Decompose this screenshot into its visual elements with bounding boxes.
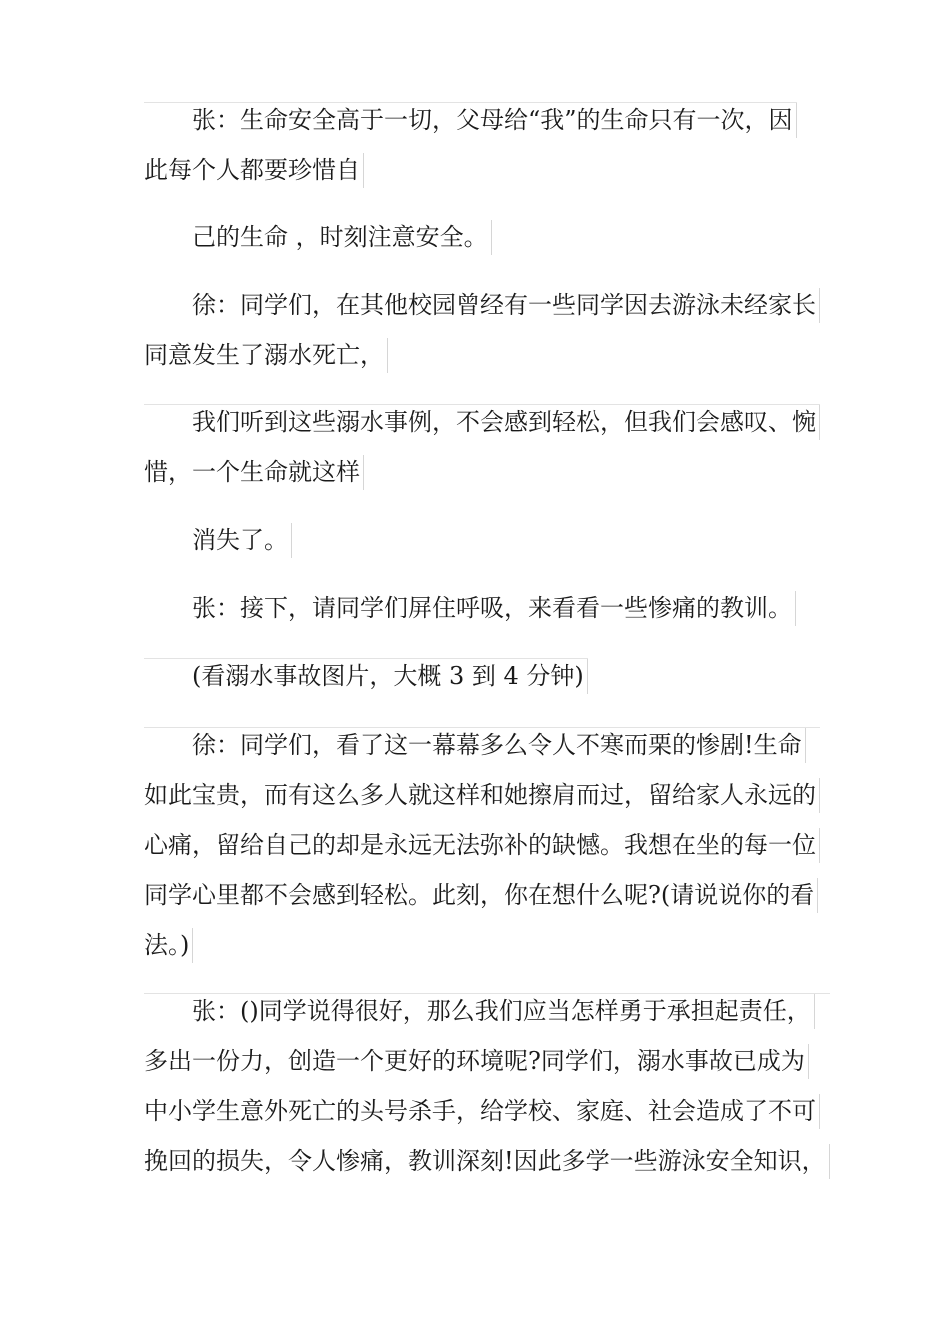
text-line	[144, 153, 797, 188]
line-text: 法。)	[144, 928, 193, 963]
paragraph-6	[144, 591, 796, 626]
paragraph-3	[144, 288, 820, 373]
text-line	[144, 1044, 830, 1079]
line-text: 己的生命 ，时刻注意安全。	[192, 220, 492, 255]
text-line	[144, 1094, 830, 1129]
line-text: 同学心里都不会感到轻松。此刻，你在想什么呢?(请说说你的看	[144, 878, 818, 913]
paragraph-5	[144, 523, 292, 558]
line-text: 徐：同学们，看了这一幕幕多么令人不寒而栗的惨剧!生命	[192, 728, 806, 763]
line-text: 张：()同学说得很好，那么我们应当怎样勇于承担起责任，	[192, 994, 815, 1029]
text-line	[144, 404, 820, 440]
text-line	[144, 288, 820, 323]
text-line	[144, 338, 820, 373]
paragraph-7	[144, 658, 588, 694]
text-line	[144, 455, 820, 490]
line-text: (看溺水事故图片，大概 3 到 4 分钟)	[192, 659, 588, 694]
text-line	[144, 993, 830, 1029]
text-line	[144, 523, 292, 558]
text-line	[144, 727, 820, 763]
text-line	[144, 1144, 830, 1179]
line-text: 多出一份力，创造一个更好的环境呢?同学们，溺水事故已成为	[144, 1044, 809, 1079]
text-line	[144, 828, 820, 863]
paragraph-4	[144, 404, 820, 490]
paragraph-2	[144, 220, 492, 255]
text-line	[144, 220, 492, 255]
text-line	[144, 878, 820, 913]
line-text: 如此宝贵，而有这么多人就这样和她擦肩而过，留给家人永远的	[144, 778, 820, 813]
text-line	[144, 658, 588, 694]
line-text: 惜，一个生命就这样	[144, 455, 364, 490]
text-line	[144, 591, 796, 626]
line-text: 同意发生了溺水死亡，	[144, 338, 388, 373]
paragraph-1	[144, 102, 797, 188]
line-text: 我们听到这些溺水事例，不会感到轻松，但我们会感叹、惋	[192, 405, 820, 440]
line-text: 消失了。	[192, 523, 292, 558]
text-line	[144, 102, 797, 138]
paragraph-9	[144, 993, 830, 1179]
line-text: 张：生命安全高于一切，父母给“我”的生命只有一次，因	[192, 103, 797, 138]
line-text: 挽回的损失，令人惨痛，教训深刻!因此多学一些游泳安全知识，	[144, 1144, 830, 1179]
text-line	[144, 778, 820, 813]
line-text: 此每个人都要珍惜自	[144, 153, 364, 188]
line-text: 心痛，留给自己的却是永远无法弥补的缺憾。我想在坐的每一位	[144, 828, 820, 863]
line-text: 张：接下，请同学们屏住呼吸，来看看一些惨痛的教训。	[192, 591, 796, 626]
line-text: 中小学生意外死亡的头号杀手，给学校、家庭、社会造成了不可	[144, 1094, 820, 1129]
text-line	[144, 928, 820, 963]
paragraph-8	[144, 727, 820, 963]
line-text: 徐：同学们，在其他校园曾经有一些同学因去游泳未经家长	[192, 288, 820, 323]
